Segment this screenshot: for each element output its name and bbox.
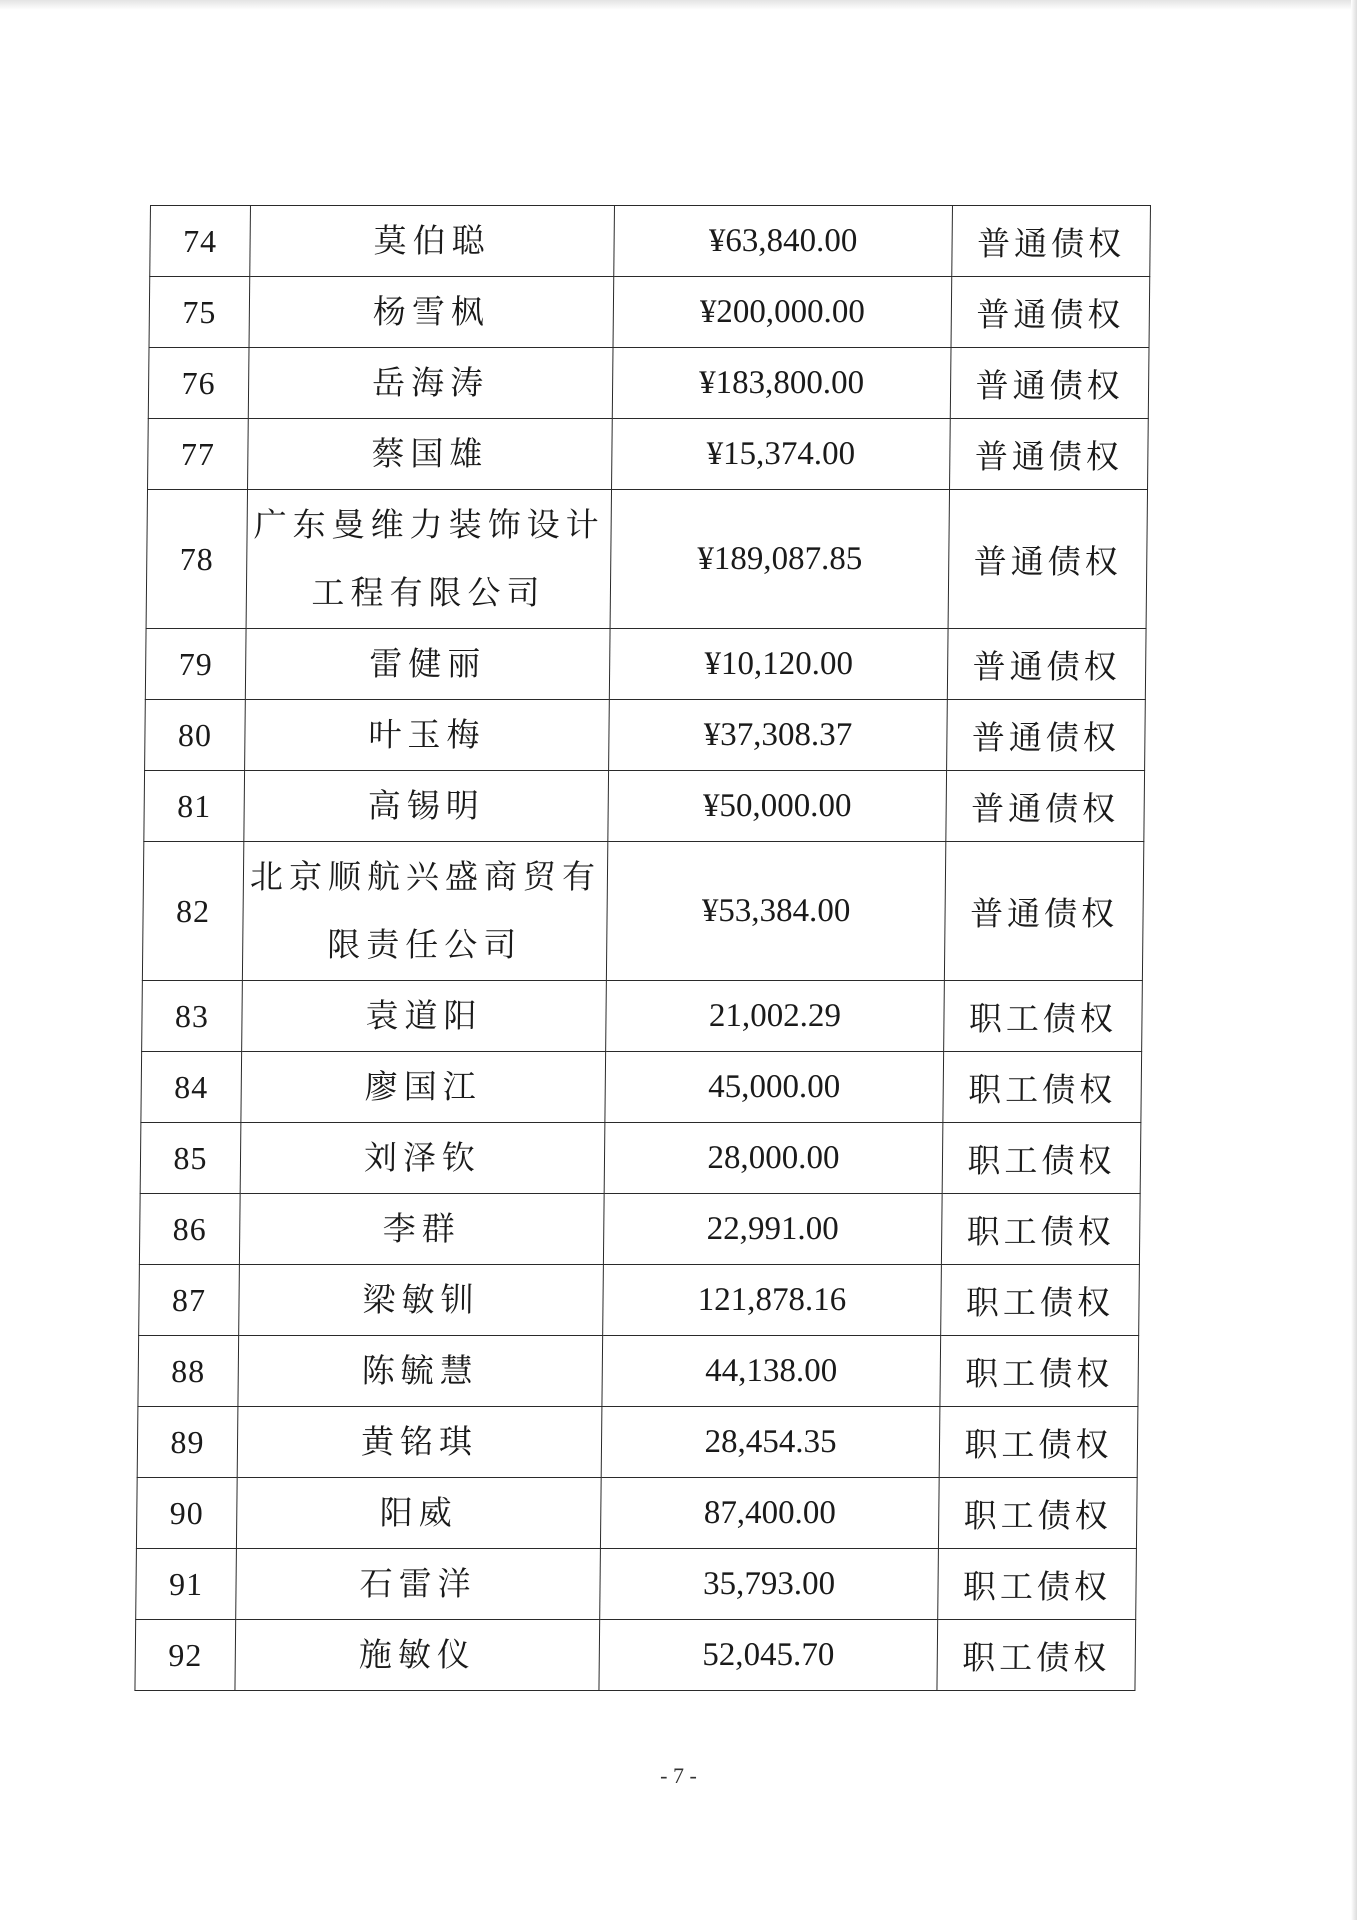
table-row bbox=[135, 1620, 1136, 1691]
row-number-cell: 84 bbox=[141, 1052, 242, 1123]
table-row bbox=[148, 419, 1149, 490]
creditor-name-cell: 岳海涛 bbox=[248, 348, 613, 419]
row-number-cell: 75 bbox=[149, 277, 250, 348]
table-row bbox=[144, 771, 1145, 842]
claim-amount-cell: ¥53,384.00 bbox=[606, 842, 945, 981]
claim-amount-cell: ¥200,000.00 bbox=[613, 277, 952, 348]
claim-amount-cell: 87,400.00 bbox=[600, 1478, 939, 1549]
claim-amount-cell: ¥37,308.37 bbox=[609, 700, 948, 771]
table-row bbox=[145, 700, 1146, 771]
row-number-cell: 79 bbox=[145, 629, 246, 700]
claim-type-cell: 普通债权 bbox=[950, 419, 1149, 490]
table-row bbox=[140, 1123, 1141, 1194]
table-row bbox=[139, 1265, 1140, 1336]
creditor-name-cell: 叶玉梅 bbox=[245, 700, 610, 771]
creditor-name-cell: 石雷洋 bbox=[236, 1549, 601, 1620]
creditor-name-cell: 阳威 bbox=[236, 1478, 601, 1549]
claim-type-cell: 普通债权 bbox=[947, 700, 1146, 771]
row-number-cell: 76 bbox=[148, 348, 249, 419]
claim-type-cell: 普通债权 bbox=[948, 490, 1147, 629]
table-row bbox=[146, 490, 1147, 629]
claim-type-cell: 职工债权 bbox=[942, 1123, 1141, 1194]
row-number-cell: 92 bbox=[135, 1620, 236, 1691]
claim-type-cell: 职工债权 bbox=[943, 1052, 1142, 1123]
page-number: - 7 - bbox=[660, 1763, 697, 1788]
claim-type-cell: 职工债权 bbox=[937, 1620, 1136, 1691]
claim-amount-cell: ¥183,800.00 bbox=[612, 348, 951, 419]
claim-amount-cell: 44,138.00 bbox=[602, 1336, 941, 1407]
claim-type-cell: 普通债权 bbox=[944, 842, 1143, 981]
claim-type-cell: 职工债权 bbox=[941, 1194, 1140, 1265]
scan-edge-right bbox=[1351, 0, 1357, 1920]
creditor-name-cell: 杨雪枫 bbox=[249, 277, 614, 348]
claim-type-cell: 普通债权 bbox=[950, 348, 1149, 419]
claim-type-cell: 职工债权 bbox=[941, 1265, 1140, 1336]
table-row bbox=[142, 981, 1143, 1052]
claim-amount-cell: 121,878.16 bbox=[603, 1265, 942, 1336]
claim-amount-cell: 52,045.70 bbox=[599, 1620, 938, 1691]
claim-amount-cell: 28,000.00 bbox=[604, 1123, 943, 1194]
table-row bbox=[136, 1549, 1137, 1620]
creditor-name-cell: 黄铭琪 bbox=[237, 1407, 602, 1478]
row-number-cell: 87 bbox=[139, 1265, 240, 1336]
creditor-name-cell: 刘泽钦 bbox=[240, 1123, 605, 1194]
row-number-cell: 77 bbox=[148, 419, 249, 490]
claim-type-cell: 普通债权 bbox=[946, 771, 1145, 842]
row-number-cell: 89 bbox=[137, 1407, 238, 1478]
table-row bbox=[145, 629, 1146, 700]
row-number-cell: 88 bbox=[138, 1336, 239, 1407]
table-row bbox=[136, 1478, 1137, 1549]
row-number-cell: 85 bbox=[140, 1123, 241, 1194]
row-number-cell: 78 bbox=[146, 490, 247, 629]
scan-edge-top bbox=[0, 0, 1357, 10]
claim-amount-cell: 35,793.00 bbox=[600, 1549, 939, 1620]
claim-amount-cell: ¥63,840.00 bbox=[614, 206, 953, 277]
claim-amount-cell: 45,000.00 bbox=[605, 1052, 944, 1123]
row-number-cell: 80 bbox=[145, 700, 246, 771]
creditor-name-cell: 高锡明 bbox=[244, 771, 609, 842]
claim-type-cell: 普通债权 bbox=[951, 277, 1150, 348]
row-number-cell: 91 bbox=[136, 1549, 237, 1620]
table-row bbox=[137, 1407, 1138, 1478]
claim-type-cell: 职工债权 bbox=[944, 981, 1143, 1052]
claim-type-cell: 职工债权 bbox=[938, 1478, 1137, 1549]
row-number-cell: 81 bbox=[144, 771, 245, 842]
claim-amount-cell: ¥10,120.00 bbox=[609, 629, 948, 700]
claim-amount-cell: 21,002.29 bbox=[606, 981, 945, 1052]
table-row bbox=[149, 277, 1150, 348]
creditor-name-cell: 北京顺航兴盛商贸有限责任公司 bbox=[242, 842, 607, 981]
claim-amount-cell: ¥50,000.00 bbox=[608, 771, 947, 842]
claim-amount-cell: ¥15,374.00 bbox=[612, 419, 951, 490]
creditor-name-cell: 施敏仪 bbox=[235, 1620, 600, 1691]
creditor-name-cell: 蔡国雄 bbox=[248, 419, 613, 490]
creditor-name-cell: 广东曼维力装饰设计工程有限公司 bbox=[246, 490, 611, 629]
claim-type-cell: 职工债权 bbox=[938, 1549, 1137, 1620]
table-row bbox=[141, 1052, 1142, 1123]
claim-type-cell: 职工债权 bbox=[939, 1407, 1138, 1478]
creditor-name-cell: 梁敏钏 bbox=[239, 1265, 604, 1336]
creditor-name-cell: 李群 bbox=[239, 1194, 604, 1265]
row-number-cell: 74 bbox=[150, 206, 251, 277]
row-number-cell: 86 bbox=[139, 1194, 240, 1265]
creditor-name-cell: 廖国江 bbox=[241, 1052, 606, 1123]
creditor-table bbox=[134, 205, 1151, 1691]
table-row bbox=[142, 842, 1143, 981]
row-number-cell: 82 bbox=[142, 842, 243, 981]
creditor-name-cell: 莫伯聪 bbox=[250, 206, 615, 277]
claim-type-cell: 职工债权 bbox=[940, 1336, 1139, 1407]
claim-amount-cell: ¥189,087.85 bbox=[610, 490, 949, 629]
table-row bbox=[148, 348, 1149, 419]
claim-type-cell: 普通债权 bbox=[952, 206, 1151, 277]
creditor-name-cell: 雷健丽 bbox=[245, 629, 610, 700]
table-row bbox=[150, 206, 1151, 277]
creditor-name-cell: 袁道阳 bbox=[242, 981, 607, 1052]
claim-type-cell: 普通债权 bbox=[947, 629, 1146, 700]
row-number-cell: 90 bbox=[136, 1478, 237, 1549]
claim-amount-cell: 28,454.35 bbox=[601, 1407, 940, 1478]
table-row bbox=[138, 1336, 1139, 1407]
creditor-name-cell: 陈毓慧 bbox=[238, 1336, 603, 1407]
claim-amount-cell: 22,991.00 bbox=[603, 1194, 942, 1265]
table-row bbox=[139, 1194, 1140, 1265]
row-number-cell: 83 bbox=[142, 981, 243, 1052]
creditor-table-body bbox=[135, 206, 1151, 1691]
